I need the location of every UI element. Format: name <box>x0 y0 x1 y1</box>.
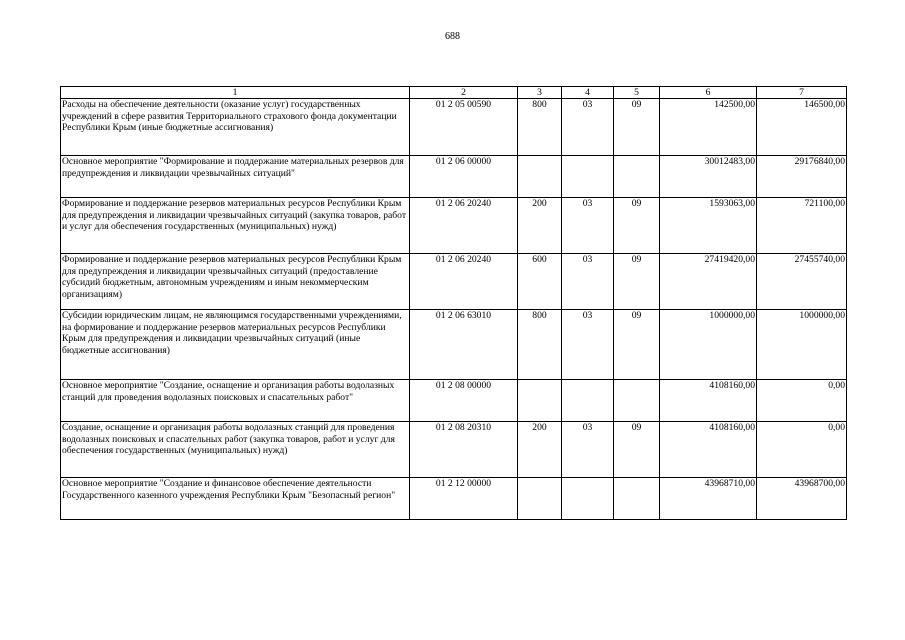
row-name: Основное мероприятие "Создание и финансовое обеспечение деятельности Государственного казенного учреждения Республики Крым "Безопасный регион" <box>61 478 410 520</box>
row-value-6: 43968710,00 <box>660 478 757 520</box>
row-col-3: 800 <box>518 99 562 156</box>
row-code: 01 2 06 00000 <box>410 156 518 198</box>
row-name: Основное мероприятие "Создание, оснащение и организация работы водолазных станций для проведения водолазных поисковых и спасательных работ" <box>61 380 410 422</box>
row-value-7: 1000000,00 <box>757 310 847 380</box>
row-col-3 <box>518 380 562 422</box>
table-row <box>61 156 847 198</box>
row-col-5: 09 <box>614 422 660 478</box>
row-value-7: 27455740,00 <box>757 254 847 310</box>
row-code: 01 2 08 20310 <box>410 422 518 478</box>
row-col-3: 600 <box>518 254 562 310</box>
row-col-3 <box>518 478 562 520</box>
header-col-2: 2 <box>410 87 518 99</box>
table-row <box>61 310 847 380</box>
row-col-4: 03 <box>562 198 614 254</box>
row-col-3 <box>518 156 562 198</box>
row-col-5: 09 <box>614 310 660 380</box>
row-col-5: 09 <box>614 254 660 310</box>
row-value-6: 1593063,00 <box>660 198 757 254</box>
row-value-7: 29176840,00 <box>757 156 847 198</box>
row-name: Расходы на обеспечение деятельности (оказание услуг) государственных учреждений в сфере развития Территориального страхового фонда документации Республики Крым (иные бюджетные ассигнования) <box>61 99 410 156</box>
row-value-6: 4108160,00 <box>660 380 757 422</box>
table-row <box>61 380 847 422</box>
row-code: 01 2 08 00000 <box>410 380 518 422</box>
row-col-4 <box>562 380 614 422</box>
table-row <box>61 99 847 156</box>
row-col-5 <box>614 156 660 198</box>
row-name: Формирование и поддержание резервов материальных ресурсов Республики Крым для предупреждения и ликвидации чрезвычайных ситуаций (закупка товаров, работ и услуг для обеспечения государственных (муниципальных) нужд) <box>61 198 410 254</box>
row-code: 01 2 12 00000 <box>410 478 518 520</box>
row-name: Формирование и поддержание резервов материальных ресурсов Республики Крым для предупреждения и ликвидации чрезвычайных ситуаций (предоставление субсидий бюджетным, автономным учреждениям и иным некоммерческим организациям) <box>61 254 410 310</box>
row-col-5 <box>614 380 660 422</box>
row-col-4: 03 <box>562 422 614 478</box>
header-col-1: 1 <box>61 87 410 99</box>
row-col-5: 09 <box>614 99 660 156</box>
row-code: 01 2 06 63010 <box>410 310 518 380</box>
row-col-3: 800 <box>518 310 562 380</box>
table-row <box>61 478 847 520</box>
row-value-7: 721100,00 <box>757 198 847 254</box>
table-row <box>61 254 847 310</box>
table-row <box>61 422 847 478</box>
row-col-3: 200 <box>518 422 562 478</box>
row-code: 01 2 06 20240 <box>410 254 518 310</box>
row-name: Создание, оснащение и организация работы водолазных станций для проведения водолазных поисковых и спасательных работ (закупка товаров, работ и услуг для обеспечения государственных (муниципальных) нужд) <box>61 422 410 478</box>
header-col-6: 6 <box>660 87 757 99</box>
row-col-4: 03 <box>562 99 614 156</box>
row-name: Основное мероприятие "Формирование и поддержание материальных резервов для предупреждения и ликвидации чрезвычайных ситуаций" <box>61 156 410 198</box>
header-col-3: 3 <box>518 87 562 99</box>
header-row <box>61 87 847 99</box>
row-col-3: 200 <box>518 198 562 254</box>
row-name: Субсидии юридическим лицам, не являющимся государственными учреждениями, на формирование и поддержание резервов материальных ресурсов Республики Крым для предупреждения и ликвидации чрезвычайных ситуаций (иные бюджетные ассигнования) <box>61 310 410 380</box>
row-value-7: 43968700,00 <box>757 478 847 520</box>
row-value-6: 4108160,00 <box>660 422 757 478</box>
row-col-4: 03 <box>562 310 614 380</box>
header-col-5: 5 <box>614 87 660 99</box>
header-col-7: 7 <box>757 87 847 99</box>
header-col-4: 4 <box>562 87 614 99</box>
table-row <box>61 198 847 254</box>
row-code: 01 2 06 20240 <box>410 198 518 254</box>
row-col-4 <box>562 156 614 198</box>
row-value-7: 146500,00 <box>757 99 847 156</box>
row-col-4: 03 <box>562 254 614 310</box>
budget-table <box>60 86 847 520</box>
row-value-6: 1000000,00 <box>660 310 757 380</box>
row-code: 01 2 05 00590 <box>410 99 518 156</box>
row-col-5: 09 <box>614 198 660 254</box>
row-value-7: 0,00 <box>757 422 847 478</box>
page-number: 688 <box>445 31 460 42</box>
row-value-7: 0,00 <box>757 380 847 422</box>
row-value-6: 27419420,00 <box>660 254 757 310</box>
row-col-5 <box>614 478 660 520</box>
row-value-6: 142500,00 <box>660 99 757 156</box>
row-col-4 <box>562 478 614 520</box>
row-value-6: 30012483,00 <box>660 156 757 198</box>
